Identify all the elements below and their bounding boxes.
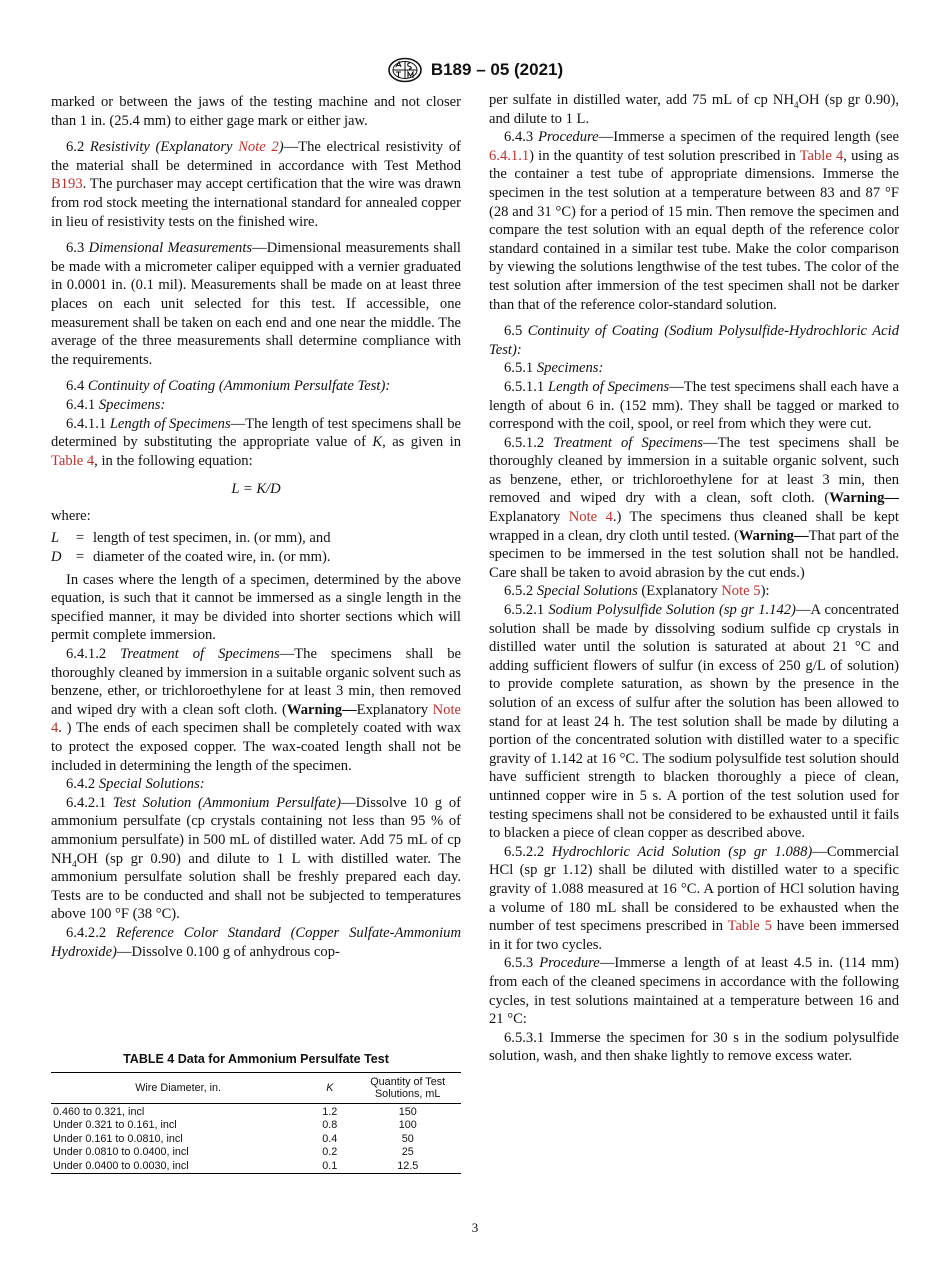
section-6-4-2-2: 6.4.2.2 Reference Color Standard (Copper Sulfate-Ammonium Hydroxide)—Dissolve 0.100 g of anhydrous cop- [51,924,461,960]
table-row: Under 0.0400 to 0.0030, incl 0.1 12.5 [51,1160,461,1174]
table-4-link[interactable]: Table 4 [51,452,95,469]
definition-row: D = diameter of the coated wire, in. (or mm). [51,549,331,566]
section-6-4-3: 6.4.3 Procedure—Immerse a specimen of the required length (see 6.4.1.1) in the quantity of test solution prescribed in Table 4, using as the container a test tube of appropriate dimensions. Immerse the specimen in the test solution at a temperature between 83 and 87 °F (28 and 31 °C) for a period of 15 min. Then remove the specimen and compare the test solution with an equal depth of the reference color standard contained in a similar test tube. Make the color comparison by viewing the solutions lengthwise of the test tubes. The color of the test solution after immersion of the test specimen shall not be darker than that of the reference color-standard solution. [489,129,899,313]
section-6-5-2: 6.5.2 Special Solutions (Explanatory Note 5): [504,583,770,600]
note-4-link[interactable]: Note 4 [51,701,461,737]
paragraph-continuation-right: per sulfate in distilled water, add 75 mL of cp $NH_4OH$ (sp gr 0.90), and dilute to 1 L. [489,92,899,127]
page-number: 3 [471,1220,479,1235]
table-row: Under 0.161 to 0.0810, incl 0.4 50 [53,1132,414,1145]
paragraph-continuation: marked or between the jaws of the testing machine and not closer than 1 in. (25.4 mm) to either gage mark or either jaw. [51,94,461,129]
definition-row: L = length of test specimen, in. (or mm), and [51,530,331,547]
note-2-link[interactable]: Note 2 [238,139,279,156]
astm-logo-icon [387,57,423,83]
section-6-5-2-2: 6.5.2.2 Hydrochloric Acid Solution (sp gr 1.088)—Commercial HCl (sp gr 1.12) shall be diluted with distilled water to a specific gravity of 1.088 measured at 16 °C. A portion of HCl solution having a volume of 180 mL shall be considered to be exhausted when the number of test specimens prescribed in Table 5 have been immersed in it for two cycles. [489,843,899,953]
section-6-4-1-2: 6.4.1.2 Treatment of Specimens—The specimens shall be thoroughly cleaned by immersion in a suitable organic solvent such as benzene, ether, or trichloroethylene for at least 3 min, then removed and wiped dry with a clean soft cloth. (Warning—Explanatory Note 4. ) The ends of each specimen shall be completely coated with wax to protect the exposed copper. The wax-coated length shall not be included in determining the length of the specimen. [51,646,462,774]
section-6-5-1: 6.5.1 Specimens: [504,360,604,377]
note-4-link[interactable]: Note 4 [568,509,613,526]
section-6-4-1-1-link[interactable]: 6.4.1.1 [489,147,530,164]
table-row: Under 0.321 to 0.161, incl 0.8 100 [53,1119,417,1132]
note-5-link[interactable]: Note 5 [721,583,761,600]
section-6-4-2-1: 6.4.2.1 Test Solution (Ammonium Persulfate)—Dissolve 10 g of ammonium persulfate (cp crystals containing not less than 95 % of ammonium persulfate) in 500 mL of distilled water. Add 75 mL of cp $NH_4OH$ (sp gr 0.90) and dilute to 1 L with distilled water. The ammonium persulfate solution shall be freshly prepared each day. Tests are to be conducted and shall not be subjected to temperatures above 100 °F (38 °C). [51,794,461,923]
section-6-5-3: 6.5.3 Procedure—Immerse a length of at least 4.5 in. (114 mm) from each of the cleaned specimens in accordance with the following cycles, in test solutions maintained at a temperature between 16 and 21 °C: [489,955,899,1028]
paragraph-cases: In cases where the length of a specimen, determined by the above equation, is such that it cannot be immersed as a single length in the specified manner, it may be divided into shorter sections which will permit complete immersion. [51,571,461,644]
left-column [51,93,461,961]
section-6-3: 6.3 Dimensional Measurements—Dimensional measurements shall be made with a micrometer caliper equipped with a vernier graduated in 0.0001 in. (0.1 mil). Measurements shall be made on at least three places on each unit selected for this test. If accessible, one measurement shall be taken on each end and one near the middle. The average of the three measurements shall determine compliance with the requirements. [51,240,461,368]
b193-link[interactable]: B193 [51,176,83,193]
table-row: 0.460 to 0.321, incl 1.2 150 [53,1106,417,1118]
table-header-row [51,1073,461,1104]
table-row: Under 0.0810 to 0.0400, incl 0.2 25 [53,1146,414,1159]
section-6-5-2-1: 6.5.2.1 Sodium Polysulfide Solution (sp gr 1.142)—A concentrated solution shall be made by dissolving sodium sulfide cp crystals in distilled water until the solution is saturated at about 21 °C and adding sufficient flowers of sulfur (in excess of 250 g/L of solution) to provide complete saturation, as shown by the presence in the solution of an excess of sulfur after the solution has been allowed to stand for at least 24 h. The test solution shall be made by diluting a portion of the concentrated solution with distilled water to a specific gravity of 1.142 at 16 °C. The sodium polysulfide test solution should have sufficient strength to blacken thoroughly a piece of clean, untinned copper wire in 5 s. A portion of the test solution used for testing specimens shall not be considered to be exhausted until it fails to blacken a piece of clean copper as described above. [489,602,899,842]
section-6-5: 6.5 Continuity of Coating (Sodium Polysulfide-Hydrochloric Acid Test): [489,323,900,358]
section-6-4-1-1: 6.4.1.1 Length of Specimens—The length of test specimens shall be determined by substituting the appropriate value of K, as given in Table 4, in the following equation: [51,415,461,469]
table-4 [51,1052,461,1174]
header-wire-diameter: Wire Diameter, in. [135,1082,221,1094]
where-label: where: [51,507,91,524]
equation: L = K/D [231,481,281,498]
right-column [489,91,899,1066]
header-quantity: Quantity of Test Solutions, mL [370,1076,446,1100]
section-6-4-2: 6.4.2 Special Solutions: [66,776,205,793]
section-6-5-3-1: 6.5.3.1 Immerse the specimen for 30 s in the sodium polysulfide solution, wash, and then shake lightly to remove excess water. [489,1029,899,1065]
page-header [0,57,950,83]
table-5-link[interactable]: Table 5 [727,918,772,935]
table-4-link[interactable]: Table 4 [799,147,844,164]
table-4-title: TABLE 4 Data for Ammonium Persulfate Test [123,1052,389,1066]
section-6-4: 6.4 Continuity of Coating (Ammonium Persulfate Test): [66,378,391,395]
section-6-4-1: 6.4.1 Specimens: [66,396,166,413]
header-k: K [326,1082,334,1094]
table-4-grid [51,1072,461,1174]
document-designation: B189 – 05 (2021) [430,60,564,79]
section-6-5-1-2: 6.5.1.2 Treatment of Specimens—The test specimens shall be thoroughly cleaned by immersion in a suitable organic solvent, such as benzene, ether, or trichloroethylene for at least 3 min, then removed and wiped dry with a clean, soft cloth. (Warning—Explanatory Note 4.) The specimens thus cleaned shall be kept wrapped in a clean, dry cloth until tested. (Warning—That part of the specimen to be immersed in the test solution shall not be handled. Care shall be taken to avoid abrasion by the cut ends.) [489,434,900,581]
variable-definitions [51,529,461,566]
section-6-2: 6.2 Resistivity (Explanatory Note 2)—The electrical resistivity of the material shall be determined in accordance with Test Method B193. The purchaser may accept certification that the wire was drawn from rod stock meeting the international standard for annealed copper in lieu of resistivity tests on the finished wire. [51,139,461,230]
section-6-5-1-1: 6.5.1.1 Length of Specimens—The test specimens shall each have a length of about 6 in. (152 mm). They shall be tagged or marked to correspond with the coil, spool, or reel from which they were cut. [489,378,899,433]
